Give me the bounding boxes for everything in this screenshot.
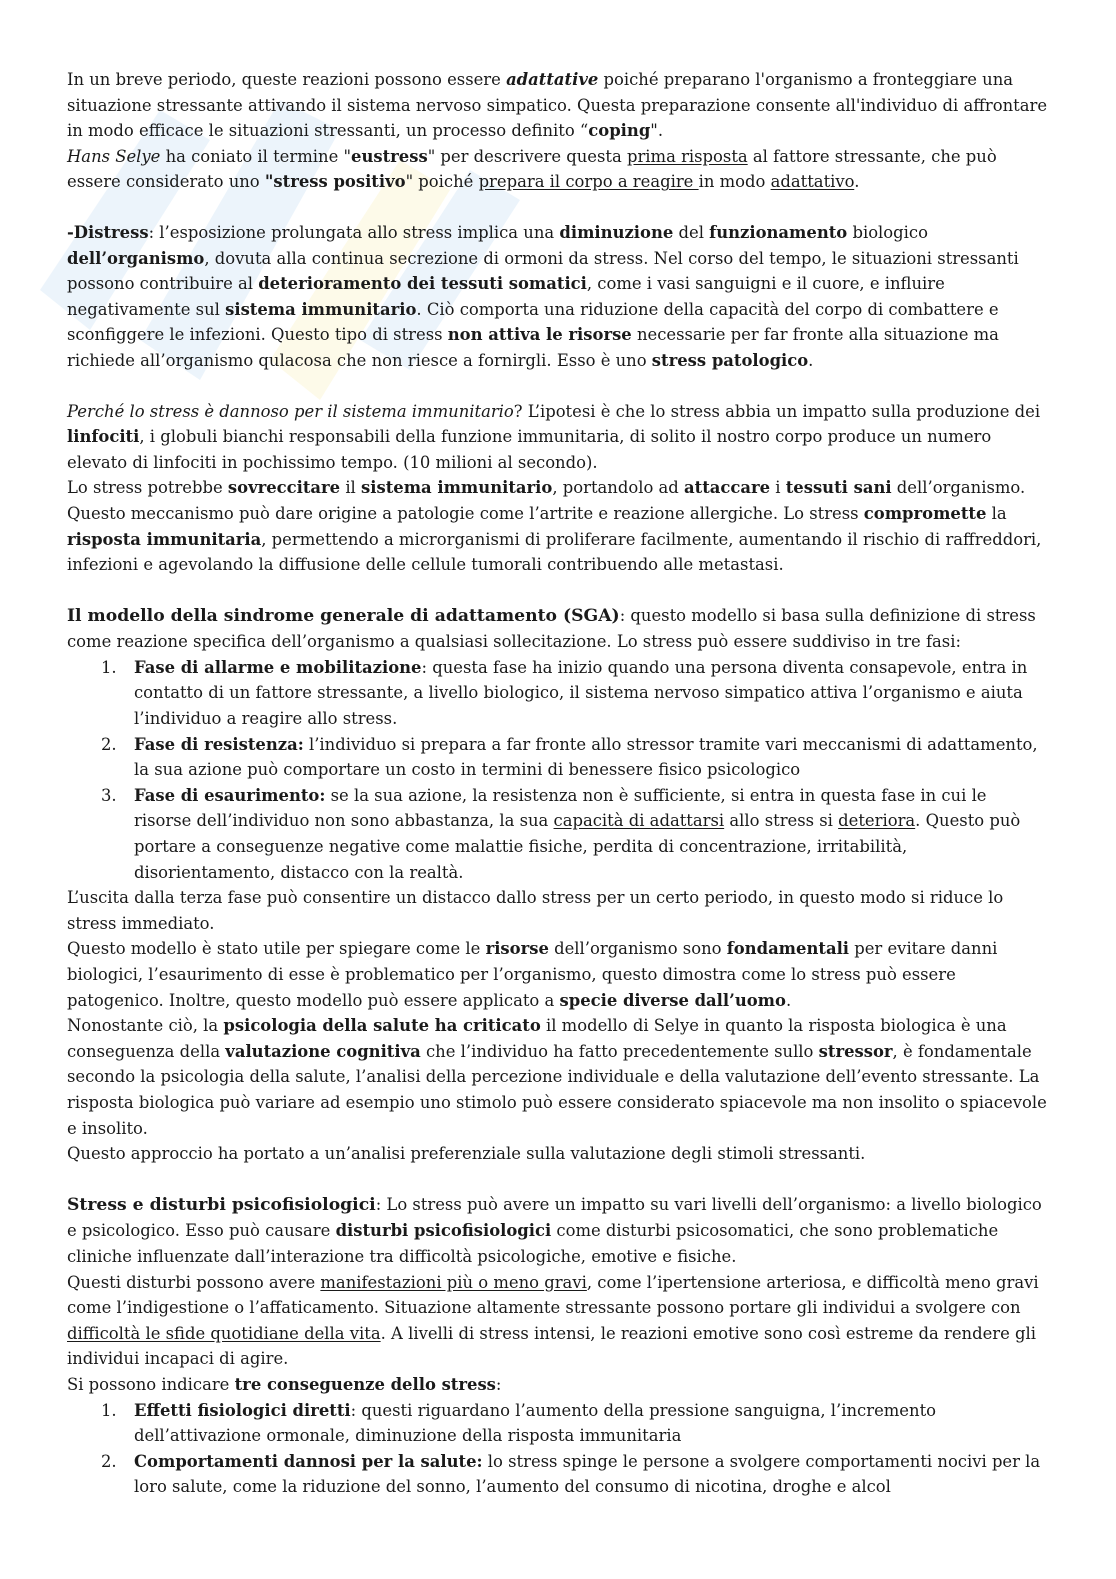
document-body [67,67,1049,1500]
paragraph-eustress: Hans Selye ha coniato il termine "eustress" per descrivere questa prima risposta al fattore stressante, che può essere considerato uno "stress positivo" poiché prepara il corpo a reagire in modo adattativo. [67,146,997,192]
paragraph-distress: -Distress: l’esposizione prolungata allo stress implica una diminuzione del funzionamento biologico dell’organismo, dovuta alla continua secrezione di ormoni da stress. Nel corso del tempo, le situazioni stressanti possono contribuire al deterioramento dei tessuti somatici, come i vasi sanguigni e il cuore, e influire negativamente sul sistema immunitario. Ciò comporta una riduzione della capacità del corpo di combattere e sconfiggere le infezioni. Questo tipo di stress non attiva le risorse necessarie per far fronte alla situazione ma richiede all’organismo qulacosa che non riesce a fornirgli. Esso è uno stress patologico. [67,222,1019,370]
consequences-list [67,1398,1049,1500]
paragraph-risorse: Questo modello è stato utile per spiegare come le risorse dell’organismo sono fondamentali per evitare danni biologici, l’esaurimento di esse è problematico per l’organismo, questo dimostra come lo stress può essere patogenico. Inoltre, questo modello può essere applicato a specie diverse dall’uomo. [67,939,998,1010]
spacer [67,374,1049,399]
paragraph-sga-intro: Il modello della sindrome generale di adattamento (SGA): questo modello si basa sulla definizione di stress come reazione specifica dell’organismo a qualsiasi sollecitazione. Lo stress può essere suddiviso in tre fasi: [67,605,1036,652]
paragraph-immunitario-question: Perché lo stress è dannoso per il sistema immunitario? L’ipotesi è che lo stress abbia un impatto sulla produzione dei linfociti, i globuli bianchi responsabili della funzione immunitaria, di solito il nostro corpo produce un numero elevato di linfociti in pochissimo tempo. (10 milioni al secondo). [67,401,1041,472]
spacer [67,578,1049,603]
paragraph-sovreccitare: Lo stress potrebbe sovreccitare il sistema immunitario, portandolo ad attaccare i tessuti sani dell’organismo. Questo meccanismo può dare origine a patologie come l’artrite e reazione allergiche. Lo stress compromette la risposta immunitaria, permettendo a microrganismi di proliferare facilmente, aumentando il rischio di raffreddori, infezioni e agevolando la diffusione delle cellule tumorali contribuendo alle metastasi. [67,478,1042,575]
paragraph-uscita: L’uscita dalla terza fase può consentire un distacco dallo stress per un certo periodo, in questo modo si riduce lo stress immediato. [67,888,1004,933]
paragraph-conseguenze: Si possono indicare tre conseguenze dello stress: [67,1374,502,1394]
paragraph-manifestazioni: Questi disturbi possono avere manifestazioni più o meno gravi, come l’ipertensione arteriosa, e difficoltà meno gravi come l’indigestione o l’affaticamento. Situazione altamente stressante possono portare gli individui a svolgere con difficoltà le sfide quotidiane della vita. A livelli di stress intensi, le reazioni emotive sono così estreme da rendere gli individui incapaci di agire. [67,1272,1039,1369]
spacer [67,195,1049,220]
spacer [67,1167,1049,1192]
list-item: 2. Comportamenti dannosi per la salute: lo stress spinge le persone a svolgere comportamenti nocivi per la loro salute, come la riduzione del sonno, l’aumento del consumo di nicotina, droghe e alcol [101,1451,1041,1497]
sga-phase-list [67,655,1049,885]
paragraph-adattative: In un breve periodo, queste reazioni possono essere adattative poiché preparano l'organismo a fronteggiare una situazione stressante attivando il sistema nervoso simpatico. Questa preparazione consente all'individuo di affrontare in modo efficace le situazioni stressanti, un processo definito “coping". [67,70,1048,141]
section-heading-sga: Il modello della sindrome generale di adattamento (SGA) [67,605,620,626]
paragraph-approccio: Questo approccio ha portato a un’analisi preferenziale sulla valutazione degli stimoli stressanti. [67,1144,866,1164]
section-heading-psicofisiologici: Stress e disturbi psicofisiologici [67,1194,376,1215]
list-item: 1. Fase di allarme e mobilitazione: questa fase ha inizio quando una persona diventa consapevole, entra in contatto di un fattore stressante, a livello biologico, il sistema nervoso simpatico attiva l’organismo e aiuta l’individuo a reagire allo stress. [101,657,1028,729]
list-item: 3. Fase di esaurimento: se la sua azione, la resistenza non è sufficiente, si entra in questa fase in cui le risorse dell’individuo non sono abbastanza, la sua capacità di adattarsi allo stress si deteriora. Questo può portare a conseguenze negative come malattie fisiche, perdita di concentrazione, irritabilità, disorientamento, distacco con la realtà. [101,785,1021,882]
paragraph-psico-intro: Stress e disturbi psicofisiologici: Lo stress può avere un impatto su vari livelli dell’organismo: a livello biologico e psicologico. Esso può causare disturbi psicofisiologici come disturbi psicosomatici, che sono problematiche cliniche influenzate dall’interazione tra difficoltà psicologiche, emotive e fisiche. [67,1194,1042,1266]
paragraph-critica: Nonostante ciò, la psicologia della salute ha criticato il modello di Selye in quanto la risposta biologica è una conseguenza della valutazione cognitiva che l’individuo ha fatto precedentemente sullo stressor, è fondamentale secondo la psicologia della salute, l’analisi della percezione individuale e della valutazione dell’evento stressante. La risposta biologica può variare ad esempio uno stimolo può essere considerato spiacevole ma non insolito o spiacevole e insolito. [67,1016,1047,1138]
list-item: 1. Effetti fisiologici diretti: questi riguardano l’aumento della pressione sanguigna, l’incremento dell’attivazione ormonale, diminuzione della risposta immunitaria [101,1400,937,1446]
list-item: 2. Fase di resistenza: l’individuo si prepara a far fronte allo stressor tramite vari meccanismi di adattamento, la sua azione può comportare un costo in termini di benessere fisico psicologico [101,734,1038,780]
